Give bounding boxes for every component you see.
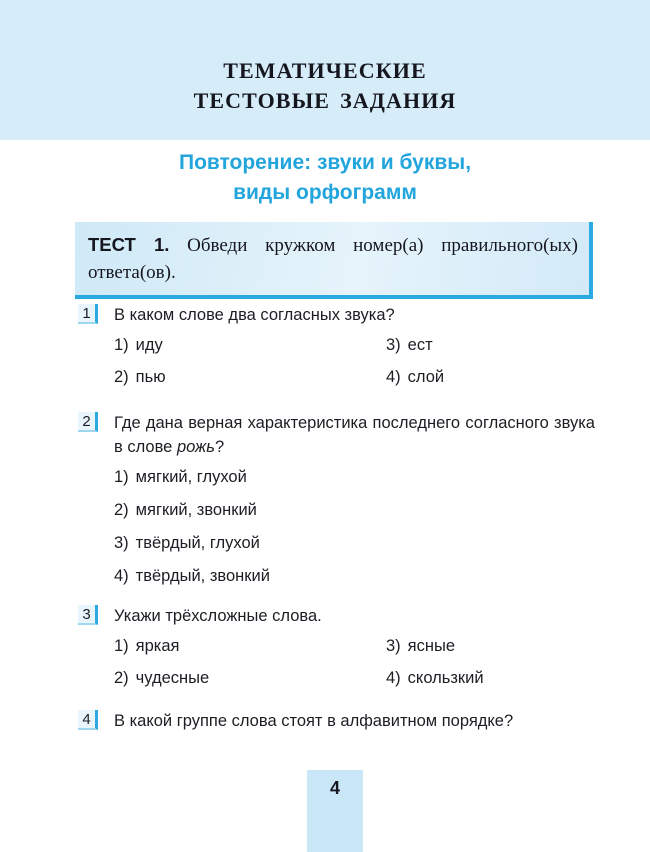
question-text-3: Укажи трёхсложные слова. [114,607,322,625]
option-label: чудесные [135,669,210,687]
question-3-head [78,604,595,628]
option-2-2[interactable] [114,498,257,522]
question-text-2 [114,411,595,459]
option-marker: 4) [386,669,401,687]
question-item-2 [78,411,595,597]
section-subtitle-line-2: виды орфограмм [233,181,417,204]
option-row [114,498,595,531]
option-label: яркая [135,637,180,655]
test-instruction-box [75,222,593,299]
option-label: пью [135,368,166,386]
question-4-head [78,709,595,733]
option-label: твёрдый, глухой [135,534,260,552]
option-2-3[interactable] [114,531,260,555]
option-1-2[interactable] [114,365,166,389]
section-subtitle-line-1: Повторение: звуки и буквы, [178,151,472,174]
question-1-options [114,333,595,397]
option-2-1[interactable] [114,465,247,489]
header-band [0,0,650,140]
question-3-options [114,634,595,698]
option-label: иду [135,336,163,354]
option-label: скользкий [407,669,484,687]
option-2-4[interactable] [114,564,270,588]
option-marker: 2) [114,669,129,687]
option-marker: 1) [114,336,129,354]
option-marker: 4) [386,368,401,386]
test-instruction-text: Обведи кружком номер(а) правильного(ых) ответа(ов). [88,235,578,283]
option-label: слой [407,368,445,386]
option-label: ясные [407,637,456,655]
option-label: мягкий, звонкий [135,501,257,519]
test-label: ТЕСТ 1. [88,234,170,255]
page-title-line-2-part-b: ЗАДАНИЯ [340,88,457,113]
question-number-badge-2: 2 [78,412,98,432]
page-number: 4 [329,778,340,798]
option-row [114,465,595,498]
page-title-line-2-part-a: ТЕСТОВЫЕ [193,88,331,113]
question-1-head [78,303,595,327]
question-number-badge-1: 1 [78,304,98,324]
question-text-4: В какой группе слова стоят в алфавитном порядке? [114,712,514,730]
option-label: ест [407,336,433,354]
option-marker: 3) [386,637,401,655]
question-2-text-before: Где дана верная характеристика последнего согласного звука в слове [114,414,595,456]
question-2-italic-word: рожь [176,438,215,456]
page-number-block [307,770,363,852]
question-item-3 [78,604,595,698]
question-number-badge-3: 3 [78,605,98,625]
page-title [0,56,650,116]
option-marker: 1) [114,637,129,655]
option-marker: 3) [114,534,129,552]
question-item-1 [78,303,595,397]
option-row [114,666,595,698]
option-3-1[interactable] [114,634,179,658]
option-marker: 3) [386,336,401,354]
option-1-3[interactable] [386,333,433,357]
option-marker: 1) [114,468,129,486]
question-2-options [114,465,595,597]
option-1-1[interactable] [114,333,163,357]
option-row [114,333,595,365]
option-1-4[interactable] [386,365,444,389]
option-label: мягкий, глухой [135,468,247,486]
option-marker: 2) [114,368,129,386]
section-subtitle [0,148,650,208]
option-3-2[interactable] [114,666,209,690]
option-3-3[interactable] [386,634,455,658]
option-row [114,531,595,564]
page-title-line-1: ТЕМАТИЧЕСКИЕ [223,58,427,83]
option-3-4[interactable] [386,666,484,690]
option-marker: 4) [114,567,129,585]
question-2-head [78,411,595,459]
question-number-badge-4: 4 [78,710,98,730]
question-text-1: В каком слове два согласных звука? [114,306,395,324]
option-row [114,365,595,397]
question-2-text-after: ? [214,438,225,456]
option-row [114,564,595,597]
question-item-4 [78,709,595,733]
option-label: твёрдый, звонкий [135,567,270,585]
option-row [114,634,595,666]
option-marker: 2) [114,501,129,519]
page-title-line-2 [0,86,650,116]
